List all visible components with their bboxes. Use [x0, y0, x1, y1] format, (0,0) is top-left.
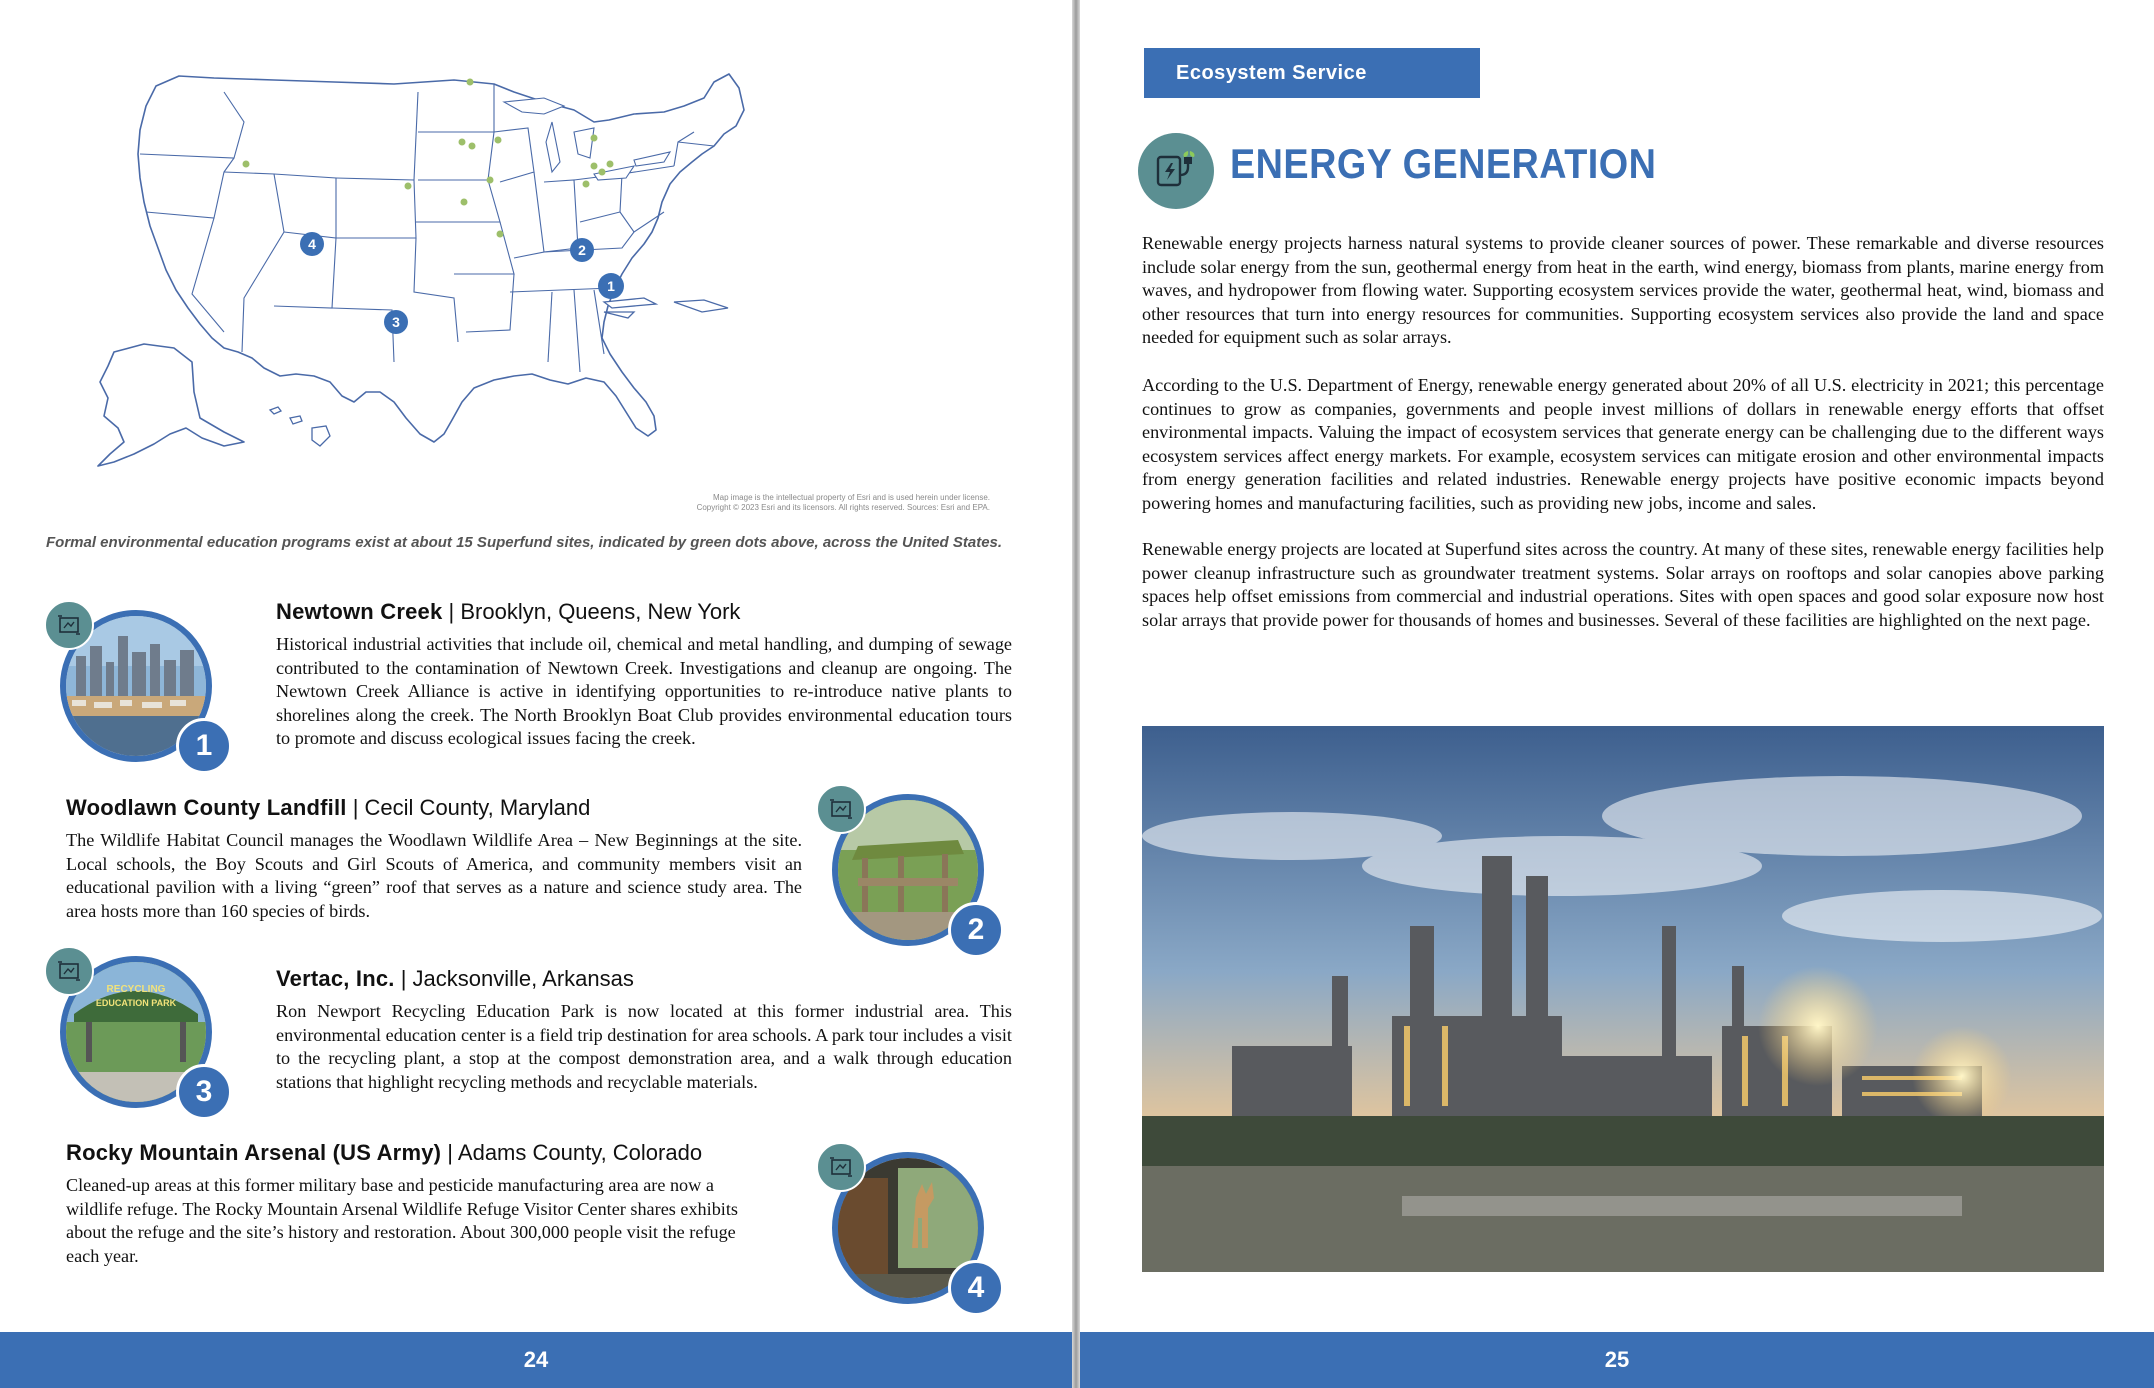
site-2-number-badge: 2 — [948, 902, 1004, 958]
page-title: ENERGY GENERATION — [1230, 140, 1657, 187]
recreation-education-icon — [816, 784, 866, 834]
svg-text:4: 4 — [308, 236, 316, 252]
recreation-education-icon — [44, 600, 94, 650]
site-description: The Wildlife Habitat Council manages the Woodlawn Wildlife Area – New Beginnings at the site. Local schools, the Boy Scouts and Girl Scouts of America, and community members visit an educational pavilion with a living “green” roof that serves as a nature and science study area. The area hosts more than 160 species of birds. — [66, 830, 802, 921]
ecosystem-service-tab: Ecosystem Service — [1144, 48, 1480, 98]
site-2-photo — [816, 784, 986, 954]
site-heading: Woodlawn County Landfill | Cecil County, Maryland — [66, 795, 591, 820]
map-marker-4 — [300, 232, 324, 256]
map-caption: Formal environmental education programs exist at about 15 Superfund sites, indicated by green dots above, across the United States. — [46, 534, 1003, 551]
map-credit-line-2: Copyright © 2023 Esri and its licensors. All rights reserved. Sources: Esri and EPA. — [696, 503, 990, 512]
site-location: Brooklyn, Queens, New York — [460, 599, 741, 624]
us-superfund-map — [74, 62, 1014, 512]
site-description: Historical industrial activities that include oil, chemical and metal handling, and dumping of sewage contributed to the contamination of Newtown Creek. Investigations and cleanup are ongoing. The Newtown Creek Alliance is active in identifying opportunities to re-introduce native plants to shorelines along the creek. The North Brooklyn Boat Club provides environmental education tours to promote and discuss ecological issues facing the creek. — [276, 634, 1012, 748]
site-entry-newtown-creek — [276, 599, 1012, 751]
right-page — [1080, 0, 2154, 1332]
body-paragraph-3: Renewable energy projects are located at Superfund sites across the country. At many of these sites, renewable energy facilities help power cleanup infrastructure such as groundwater treatment systems. Solar arrays on rooftops and solar canopies above parking spaces help offset emissions from commercial and industrial operations. Sites with open spaces and good solar exposure now host solar arrays that provide power for thousands of homes and businesses. Several of these facilities are highlighted on the next page. — [1142, 539, 2104, 630]
site-entry-vertac — [276, 966, 1012, 1094]
site-3-number-badge: 3 — [176, 1064, 232, 1120]
site-name: Woodlawn County Landfill — [66, 795, 347, 820]
svg-text:3: 3 — [392, 314, 400, 330]
map-marker-1 — [598, 273, 624, 299]
map-credit-line-1: Map image is the intellectual property of Esri and is used herein under license. — [712, 493, 990, 502]
photo-sign-line-1: RECYCLING — [106, 984, 166, 995]
footer-right-page-number: 25 — [1080, 1332, 2154, 1388]
site-heading: Newtown Creek | Brooklyn, Queens, New York — [276, 599, 741, 624]
site-description: Ron Newport Recycling Education Park is now located at this former industrial area. This environmental education center is a field trip destination for area schools. A park tour includes a visit to the recycling plant, a stop at the compost demonstration area, and a walk through education stations that highlight recycling methods and recyclable materials. — [276, 1001, 1012, 1092]
recreation-education-icon — [816, 1142, 866, 1192]
site-entry-rocky-mountain-arsenal — [66, 1140, 772, 1268]
body-paragraph-1: Renewable energy projects harness natural systems to provide cleaner sources of power. These remarkable and diverse resources include solar energy from the sun, geothermal energy from heat in the earth, wind energy, biomass from plants, marine energy from waves, and hydropower from flowing water. Supporting ecosystem services provide the water, geothermal heat, wind, biomass and other resources that turn into energy resources for communities. Supporting ecosystem services also provide the land and space needed for equipment such as solar arrays. — [1142, 233, 2104, 347]
site-name: Rocky Mountain Arsenal (US Army) — [66, 1140, 442, 1165]
site-description: Cleaned-up areas at this former military base and pesticide manufacturing area are now a wildlife refuge. The Rocky Mountain Arsenal Wildlife Refuge Visitor Center shares exhibits about the refuge and the site’s history and restoration. About 300,000 people visit the refuge each year. — [66, 1175, 738, 1266]
power-plant-photo — [1142, 726, 2104, 1272]
left-page — [0, 0, 1072, 1332]
recreation-education-icon — [44, 946, 94, 996]
site-entry-woodlawn-landfill — [66, 795, 802, 923]
energy-plug-icon — [1138, 133, 1214, 209]
site-4-number-badge: 4 — [948, 1260, 1004, 1316]
photo-sign-line-2: EDUCATION PARK — [95, 998, 177, 1008]
site-location: Cecil County, Maryland — [364, 795, 591, 820]
site-location: Jacksonville, Arkansas — [412, 966, 634, 991]
site-1-number-badge: 1 — [176, 718, 232, 774]
site-heading: Rocky Mountain Arsenal (US Army) | Adams County, Colorado — [66, 1140, 703, 1165]
site-heading: Vertac, Inc. | Jacksonville, Arkansas — [276, 966, 634, 991]
site-name: Newtown Creek — [276, 599, 443, 624]
map-marker-2 — [570, 238, 594, 262]
svg-text:1: 1 — [607, 278, 615, 294]
site-4-photo — [816, 1142, 986, 1312]
book-spine — [1072, 0, 1080, 1388]
map-outline — [98, 74, 744, 466]
site-location: Adams County, Colorado — [457, 1140, 703, 1165]
body-paragraph-2: According to the U.S. Department of Energy, renewable energy generated about 20% of all U.S. electricity in 2021; this percentage continues to grow as companies, governments and people invest millions of dollars in renewable energy efforts that offset environmental impacts. Valuing the impact of ecosystem services that generate energy can be challenging due to the different ways ecosystem services affect energy markets. For example, ecosystem services can mitigate erosion and other environmental impacts from energy generation facilities and related industries. Renewable energy projects have positive economic impacts beyond powering homes and manufacturing facilities, such as providing new jobs, income and sales. — [1142, 375, 2104, 513]
site-name: Vertac, Inc. — [276, 966, 395, 991]
svg-text:2: 2 — [578, 242, 586, 258]
footer-left-page-number: 24 — [0, 1332, 1072, 1388]
site-3-photo — [44, 946, 214, 1116]
site-1-photo — [44, 600, 214, 770]
map-marker-3 — [384, 310, 408, 334]
